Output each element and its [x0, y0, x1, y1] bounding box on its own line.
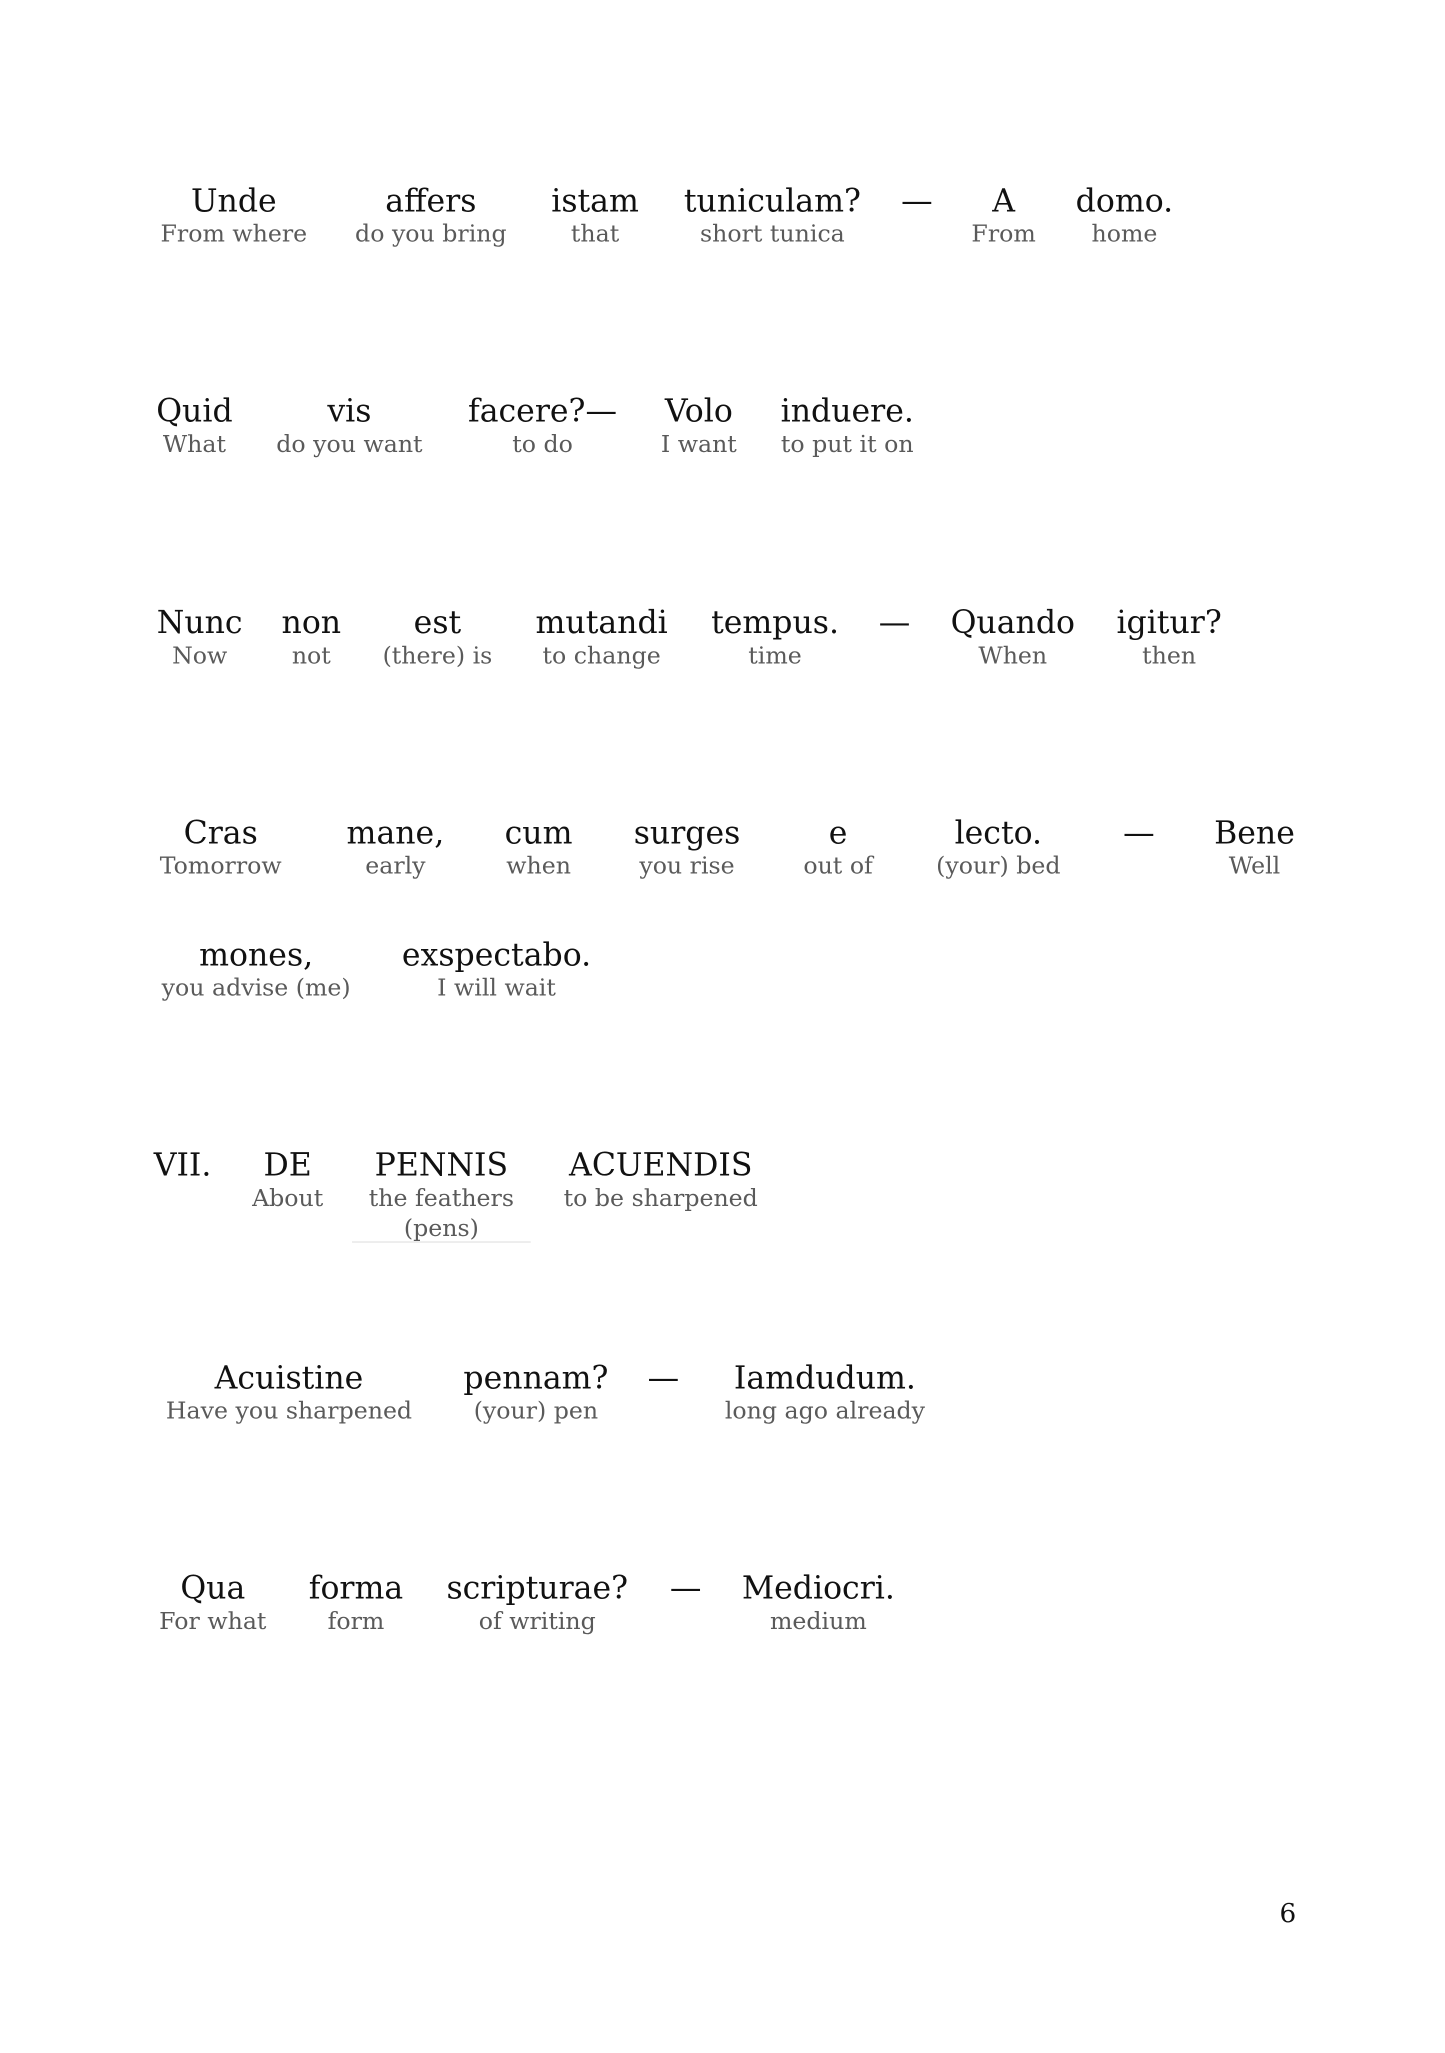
latin-word: Iamdudum.: [733, 1359, 916, 1397]
english-gloss: form: [327, 1607, 385, 1636]
english-gloss: I will wait: [437, 974, 556, 1003]
english-gloss: For what: [159, 1607, 267, 1636]
word-pair: [463, 1360, 608, 1427]
english-gloss: do you want: [276, 430, 423, 459]
latin-word: A: [992, 182, 1015, 220]
word-pair: [711, 604, 839, 671]
word-pair: [282, 604, 342, 671]
english-gloss: you advise (me): [161, 974, 351, 1003]
word-pair: [446, 1570, 628, 1637]
word-pair: [684, 183, 861, 250]
latin-word: Nunc: [156, 604, 243, 642]
english-gloss: when: [506, 852, 571, 881]
word-pair: [157, 604, 243, 671]
latin-word: mutandi: [535, 604, 668, 642]
latin-word: mane,: [346, 814, 445, 852]
english-gloss: medium: [769, 1607, 867, 1636]
word-pair: [564, 1147, 758, 1214]
english-gloss: About: [252, 1184, 324, 1213]
english-gloss: then: [1142, 642, 1197, 670]
word-pair: [276, 393, 422, 460]
word-pair: [160, 814, 282, 881]
latin-word: Volo: [664, 392, 733, 430]
word-pair: [803, 814, 872, 881]
word-pair: [369, 1147, 514, 1244]
word-pair: [879, 604, 911, 671]
english-gloss: to be sharpened: [563, 1184, 758, 1213]
english-gloss: [670, 1607, 702, 1637]
latin-word: Quando: [950, 604, 1075, 642]
english-gloss: you rise: [639, 852, 735, 881]
word-pair: [1076, 183, 1174, 250]
word-pair: [648, 1360, 680, 1427]
english-gloss: early: [365, 852, 426, 881]
word-pair: [670, 1570, 702, 1637]
english-gloss: [879, 641, 911, 671]
english-gloss: of writing: [478, 1607, 596, 1636]
english-gloss: From where: [160, 220, 308, 249]
latin-word: igitur?: [1116, 604, 1222, 642]
latin-word: ACUENDIS: [569, 1146, 753, 1184]
english-gloss: Tomorrow: [159, 852, 282, 881]
latin-word: —: [901, 182, 933, 220]
latin-word: forma: [308, 1569, 404, 1607]
word-pair: [901, 183, 933, 250]
english-gloss: to do: [512, 430, 573, 459]
latin-word: DE: [263, 1146, 312, 1184]
latin-word: vis: [327, 392, 372, 430]
english-gloss: do you bring: [355, 220, 507, 249]
latin-word: —: [878, 604, 911, 642]
english-gloss: What: [162, 430, 226, 459]
word-pair: [309, 1570, 403, 1637]
english-gloss: [648, 1396, 680, 1426]
word-pair: [162, 937, 351, 1004]
word-pair: [402, 937, 591, 1004]
word-pair: [347, 814, 445, 881]
latin-word: scripturae?: [446, 1569, 629, 1607]
latin-word: istam: [551, 182, 639, 220]
latin-word: e: [828, 814, 848, 852]
english-gloss: Now: [172, 642, 228, 670]
english-gloss: to change: [542, 642, 661, 670]
word-pair: [951, 604, 1075, 671]
word-pair: [1214, 814, 1295, 881]
english-gloss: [154, 1184, 212, 1214]
english-gloss: out of: [803, 852, 873, 881]
latin-word: —: [647, 1359, 680, 1397]
word-pair: [661, 393, 737, 460]
english-gloss: [1123, 851, 1155, 881]
english-gloss: [901, 219, 933, 249]
latin-word: Acuistine: [214, 1359, 364, 1397]
english-gloss: Have you sharpened: [165, 1397, 413, 1426]
word-pair: [156, 393, 232, 460]
word-pair: [252, 1147, 323, 1214]
latin-word: domo.: [1075, 182, 1174, 220]
english-gloss: long ago already: [724, 1397, 926, 1426]
latin-word: Unde: [190, 182, 277, 220]
latin-word: est: [413, 604, 462, 642]
latin-word: Cras: [183, 814, 258, 852]
word-pair: [971, 183, 1035, 250]
word-pair: [159, 1570, 266, 1637]
word-pair: [551, 183, 639, 250]
latin-word: surges: [633, 814, 741, 852]
english-gloss: to put it on: [780, 430, 914, 459]
english-gloss: When: [978, 642, 1048, 670]
english-gloss: not: [291, 642, 331, 670]
word-pair: [154, 1147, 212, 1214]
english-gloss: the feathers: [368, 1184, 514, 1213]
english-gloss: (there) is: [382, 642, 493, 670]
word-pair: [383, 604, 493, 671]
word-pair: [742, 1570, 895, 1637]
latin-word: Bene: [1214, 814, 1295, 852]
word-pair: [1123, 814, 1155, 881]
latin-word: affers: [385, 182, 477, 220]
word-pair: [936, 814, 1060, 881]
latin-word: —: [1123, 814, 1155, 852]
latin-word: lecto.: [954, 814, 1043, 852]
latin-word: Qua: [180, 1569, 246, 1607]
english-gloss: that: [570, 220, 620, 249]
page-number: 6: [1279, 1896, 1297, 1929]
latin-word: tempus.: [711, 604, 839, 642]
latin-word: PENNIS: [374, 1146, 509, 1184]
latin-word: cum: [504, 814, 573, 852]
english-gloss: home: [1091, 220, 1158, 249]
word-pair: [1116, 604, 1221, 671]
latin-word: VII.: [153, 1146, 212, 1184]
english-gloss: (your) pen: [473, 1397, 599, 1426]
latin-word: Mediocri.: [741, 1569, 895, 1607]
english-gloss: From: [971, 220, 1036, 249]
word-pair: [160, 183, 307, 250]
word-pair: [505, 814, 573, 881]
word-pair: [355, 183, 507, 250]
latin-word: facere?—: [468, 392, 617, 430]
latin-word: Quid: [156, 392, 233, 430]
word-pair: [166, 1360, 412, 1427]
english-gloss: short tunica: [700, 220, 845, 249]
latin-word: tuniculam?: [683, 182, 861, 220]
latin-word: mones,: [199, 936, 314, 974]
word-pair: [781, 393, 914, 460]
english-gloss: time: [748, 642, 802, 670]
word-pair: [468, 393, 617, 460]
latin-word: induere.: [780, 392, 914, 430]
latin-word: exspectabo.: [401, 936, 592, 974]
word-pair: [634, 814, 741, 881]
latin-word: pennam?: [463, 1359, 609, 1397]
latin-word: —: [669, 1569, 702, 1607]
english-gloss: I want: [660, 430, 737, 459]
word-pair: [536, 604, 668, 671]
english-gloss: (pens): [403, 1215, 479, 1243]
word-pair: [725, 1360, 925, 1427]
english-gloss: (your) bed: [936, 852, 1061, 881]
english-gloss: Well: [1228, 852, 1281, 881]
latin-word: non: [281, 604, 342, 642]
